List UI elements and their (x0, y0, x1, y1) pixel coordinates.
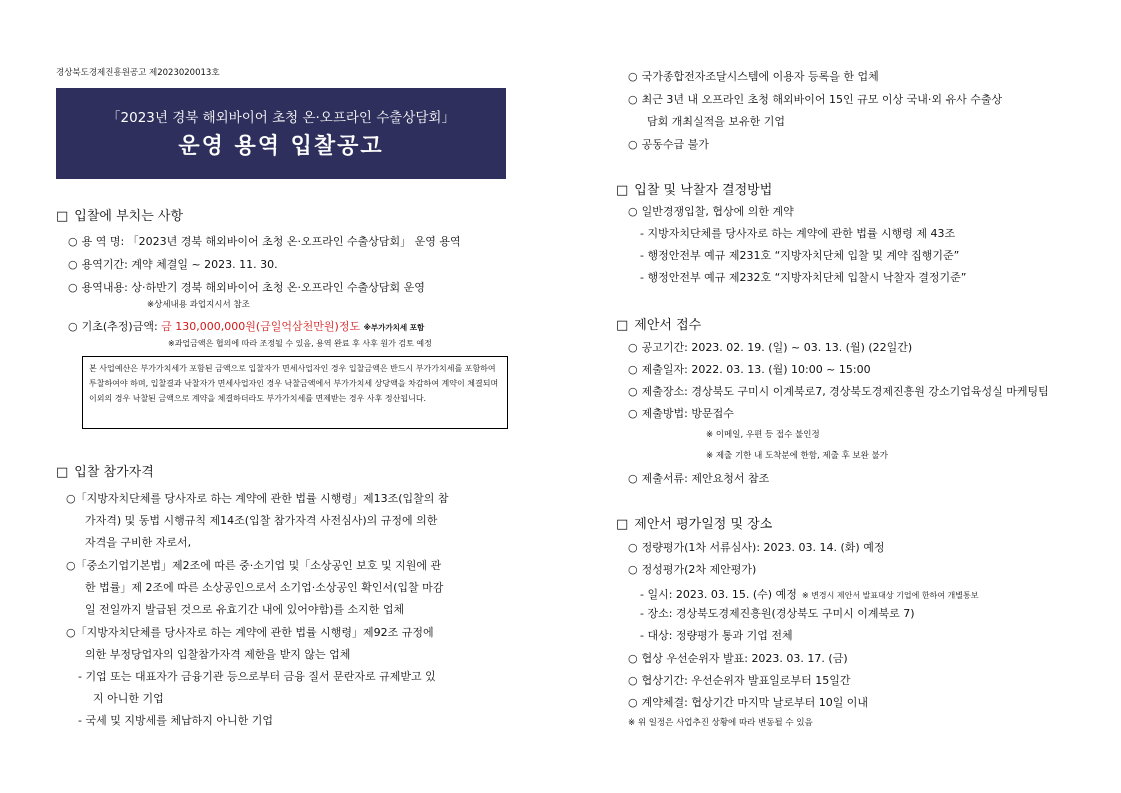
list-item: ○ 정성평가(2차 제안평가) (628, 563, 757, 576)
circle-bullet-icon: ○ (628, 70, 638, 83)
section-4-title: 제안서 접수 (634, 318, 702, 333)
circle-bullet-icon: ○ (628, 563, 638, 576)
note-line: ※ 제출 기한 내 도착분에 한함, 제출 후 보완 불가 (706, 451, 888, 461)
section-2-title: 입찰 참가자격 (74, 465, 154, 480)
text-line: 일 전일까지 발급된 것으로 유효기간 내에 있어야함)를 소지한 업체 (85, 603, 405, 616)
list-item: ○ 협상 우선순위자 발표: 2023. 03. 17. (금) (628, 652, 848, 665)
banner-title: 운영 용역 입찰공고 (178, 134, 384, 159)
text-line: - 장소: 경상북도경제진흥원(경상북도 구미시 이계북로 7) (640, 607, 915, 620)
list-item: ○ 용역기간: 계약 체결일 ~ 2023. 11. 30. (68, 258, 278, 271)
price-note: ※과업금액은 협의에 따라 조정될 수 있음, 용역 완료 후 사후 원가 검토 예정 (168, 339, 432, 348)
circle-bullet-icon: ○ (68, 320, 78, 333)
section-5-heading (616, 513, 772, 532)
text-line: 담회 개최실적을 보유한 기업 (647, 115, 786, 128)
doc-number: 경상북도경제진흥원공고 제2023020013호 (56, 68, 220, 78)
checkbox-square-icon: □ (56, 209, 69, 224)
text-line: - 행정안전부 예규 제232호 “지방자치단체 입찰시 낙찰자 결정기준” (640, 271, 967, 284)
checkbox-square-icon: □ (56, 465, 69, 480)
circle-bullet-icon: ○ (628, 341, 638, 354)
section-1-heading (56, 205, 183, 224)
circle-bullet-icon: ○ (628, 472, 638, 485)
circle-bullet-icon: ○ (628, 407, 638, 420)
list-item: ○ 공동수급 불가 (628, 138, 709, 151)
list-item: ○ 제출방법: 방문접수 (628, 407, 734, 420)
section-3-title: 입찰 및 낙찰자 결정방법 (634, 183, 773, 198)
note-line: ※ 이메일, 우편 등 접수 불인정 (706, 430, 820, 440)
list-item: ○ 협상기간: 우선순위자 발표일로부터 15일간 (628, 674, 851, 687)
circle-bullet-icon: ○ (628, 93, 638, 106)
title-banner (56, 88, 506, 179)
banner-subtitle: 「2023년 경북 해외바이어 초청 온·오프라인 수출상담회」 (107, 110, 455, 126)
text-line: ○「지방자치단체를 당사자로 하는 계약에 관한 법률 시행령」제13조(입찰의 참 (66, 492, 449, 505)
section-5-title: 제안서 평가일정 및 장소 (634, 517, 773, 532)
text-line: 한 법률」제 2조에 따른 소상공인으로서 소기업·소상공인 확인서(입찰 마감 (85, 581, 444, 594)
list-item: ○ 용 역 명: 「2023년 경북 해외바이어 초청 온·오프라인 수출상담회」 운영 용역 (68, 235, 461, 248)
text-line: - 지방자치단체를 당사자로 하는 계약에 관한 법률 시행령 제 43조 (640, 227, 956, 240)
text-line: 의한 부정당업자의 입찰참가자격 제한을 받지 않는 업체 (85, 648, 351, 661)
text-line: - 대상: 정량평가 통과 기업 전체 (640, 629, 793, 642)
price-line (68, 318, 424, 334)
circle-bullet-icon: ○ (68, 235, 78, 248)
vat-notice-box: 본 사업예산은 부가가치세가 포함된 금액으로 입찰자가 면세사업자인 경우 입찰금액은 반드시 부가가치세를 포함하여 투찰하여야 하며, 입찰결과 낙찰자가 면세사업자인 경우 낙찰금액에서 부가가치세 상당액을 차감하여 계약이 체결되며 이외의 경우 낙찰된 금액으로 계약을 체결하더라도 부가가치세를 면제받는 경우 사후 정산됩니다. (82, 356, 508, 429)
text-line: ○「지방자치단체를 당사자로 하는 계약에 관한 법률 시행령」제92조 규정에 (66, 626, 434, 639)
section-4-heading (616, 314, 701, 333)
price-vat-tag: ※부가가치세 포함 (363, 323, 425, 332)
circle-bullet-icon: ○ (628, 385, 638, 398)
text-line: - 기업 또는 대표자가 금융기관 등으로부터 금융 질서 문란자로 규제받고 있 (78, 670, 436, 683)
text-line: - 행정안전부 예규 제231호 “지방자치단체 입찰 및 계약 집행기준” (640, 249, 960, 262)
schedule-note: ※ 변경시 제안서 발표대상 기업에 한하여 개별통보 (801, 591, 979, 600)
text-line: 지 아니한 기업 (93, 692, 164, 705)
list-item: ○ 계약체결: 협상기간 마지막 날로부터 10일 이내 (628, 696, 869, 709)
text-line: - 국세 및 지방세를 체납하지 아니한 기업 (78, 714, 273, 727)
circle-bullet-icon: ○ (68, 258, 78, 271)
circle-bullet-icon: ○ (628, 138, 638, 151)
list-item: ○ 일반경쟁입찰, 협상에 의한 계약 (628, 205, 794, 218)
section-3-heading (616, 179, 772, 198)
section-1-title: 입찰에 부치는 사항 (74, 209, 184, 224)
list-item: ○ 정량평가(1차 서류심사): 2023. 03. 14. (화) 예정 (628, 541, 885, 554)
text-line: 자격을 구비한 자로서, (85, 536, 192, 549)
text-line: 가자격) 및 동법 시행규칙 제14조(입찰 참가자격 사전심사)의 규정에 의한 (85, 514, 438, 527)
price-label: 기초(추정)금액: (81, 320, 162, 333)
detail-note: ※상세내용 과업지시서 참조 (147, 300, 250, 310)
circle-bullet-icon: ○ (628, 205, 638, 218)
circle-bullet-icon: ○ (628, 652, 638, 665)
schedule-footnote: ※ 위 일정은 사업추진 상황에 따라 변동될 수 있음 (628, 718, 813, 728)
list-item: ○ 제출서류: 제안요청서 참조 (628, 472, 770, 485)
list-item: ○ 최근 3년 내 오프라인 초청 해외바이어 15인 규모 이상 국내·외 유사 수출상 (628, 93, 1003, 106)
circle-bullet-icon: ○ (628, 541, 638, 554)
circle-bullet-icon: ○ (628, 696, 638, 709)
section-2-heading (56, 461, 154, 480)
schedule-line: - 일시: 2023. 03. 15. (수) 예정 ※ 변경시 제안서 발표대상 기업에 한하여 개별통보 (640, 588, 979, 601)
checkbox-square-icon: □ (616, 517, 629, 532)
circle-bullet-icon: ○ (628, 363, 638, 376)
list-item: ○ 제출장소: 경상북도 구미시 이계북로7, 경상북도경제진흥원 강소기업육성실 마케팅팀 (628, 385, 1049, 398)
list-item: ○ 제출일자: 2022. 03. 13. (월) 10:00 ~ 15:00 (628, 363, 871, 376)
list-item: ○ 공고기간: 2023. 02. 19. (일) ~ 03. 13. (월) (22일간) (628, 341, 913, 354)
checkbox-square-icon: □ (616, 183, 629, 198)
price-value: 금 130,000,000원(금일억삼천만원)정도 (161, 320, 361, 333)
text-line: ○「중소기업기본법」제2조에 따른 중·소기업 및「소상공인 보호 및 지원에 관 (66, 559, 442, 572)
checkbox-square-icon: □ (616, 318, 629, 333)
list-item: ○ 용역내용: 상·하반기 경북 해외바이어 초청 온·오프라인 수출상담회 운영 (68, 281, 425, 294)
circle-bullet-icon: ○ (68, 281, 78, 294)
list-item: ○ 국가종합전자조달시스템에 이용자 등록을 한 업체 (628, 70, 879, 83)
circle-bullet-icon: ○ (628, 674, 638, 687)
